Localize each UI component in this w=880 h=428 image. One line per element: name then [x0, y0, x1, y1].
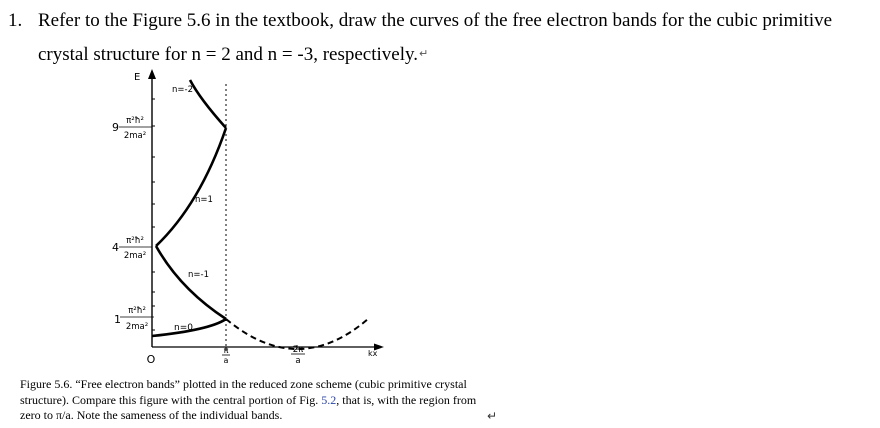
origin-label: O — [146, 353, 156, 366]
energy-label-9 — [112, 116, 152, 141]
energy-label-9-coefficient: 9 — [112, 121, 119, 134]
band-n-1 — [156, 246, 226, 319]
pi-over-a-label — [222, 346, 230, 365]
two-pi-over-a-label — [291, 345, 305, 366]
k-axis-label: kx — [368, 349, 378, 358]
pi-over-a-denominator: a — [223, 356, 229, 365]
energy-label-4-denominator: 2ma² — [123, 251, 147, 261]
energy-label-1-denominator: 2ma² — [125, 322, 149, 332]
question-text — [8, 4, 874, 71]
free-electron-bands-figure — [100, 64, 400, 374]
question-line-1 — [8, 4, 874, 37]
caption-text-part2: , that is, with the region from zero to π/a. Note the sameness of the individual bands. — [20, 392, 477, 422]
energy-label-9-denominator: 2ma² — [123, 131, 147, 141]
paragraph-return-icon: ↵ — [419, 47, 429, 60]
band-n1 — [156, 128, 226, 246]
figure-reference-link[interactable]: 5.2 — [321, 392, 337, 407]
figure-caption — [20, 377, 490, 424]
band-label-n-1: n=-1 — [188, 270, 209, 280]
band-label-n0: n=0 — [174, 323, 193, 333]
question-line-1-text: Refer to the Figure 5.6 in the textbook, draw the curves of the free electron bands for the cubic primitive — [38, 10, 833, 31]
caption-return-icon: ↵ — [487, 409, 498, 423]
two-pi-over-a-numerator: 2π — [292, 345, 304, 355]
energy-label-4-numerator: π²ħ² — [126, 236, 144, 246]
caption-text-part1: Figure 5.6. “Free electron bands” plotted in the reduced zone scheme (cubic primitive crystal structure). Compare this figure with the central portion of Fig. — [20, 377, 467, 407]
band-label-n-2: n=-2 — [172, 85, 193, 95]
band-n-2 — [190, 80, 226, 128]
energy-label-4-coefficient: 4 — [112, 241, 119, 254]
energy-axis-arrow — [148, 69, 156, 79]
question-number: 1. — [8, 10, 23, 31]
pi-over-a-numerator: π — [223, 346, 229, 355]
energy-label-1 — [114, 306, 154, 332]
energy-label-4 — [112, 236, 152, 261]
energy-label-1-coefficient: 1 — [114, 313, 121, 326]
e-axis-label: E — [134, 72, 141, 83]
two-pi-over-a-denominator: a — [295, 356, 301, 366]
energy-label-9-numerator: π²ħ² — [126, 116, 144, 126]
energy-label-1-numerator: π²ħ² — [128, 306, 146, 316]
band-label-n1: n=1 — [195, 195, 213, 205]
question-line-2-text: crystal structure for n = 2 and n = -3, respectively. — [38, 44, 419, 65]
